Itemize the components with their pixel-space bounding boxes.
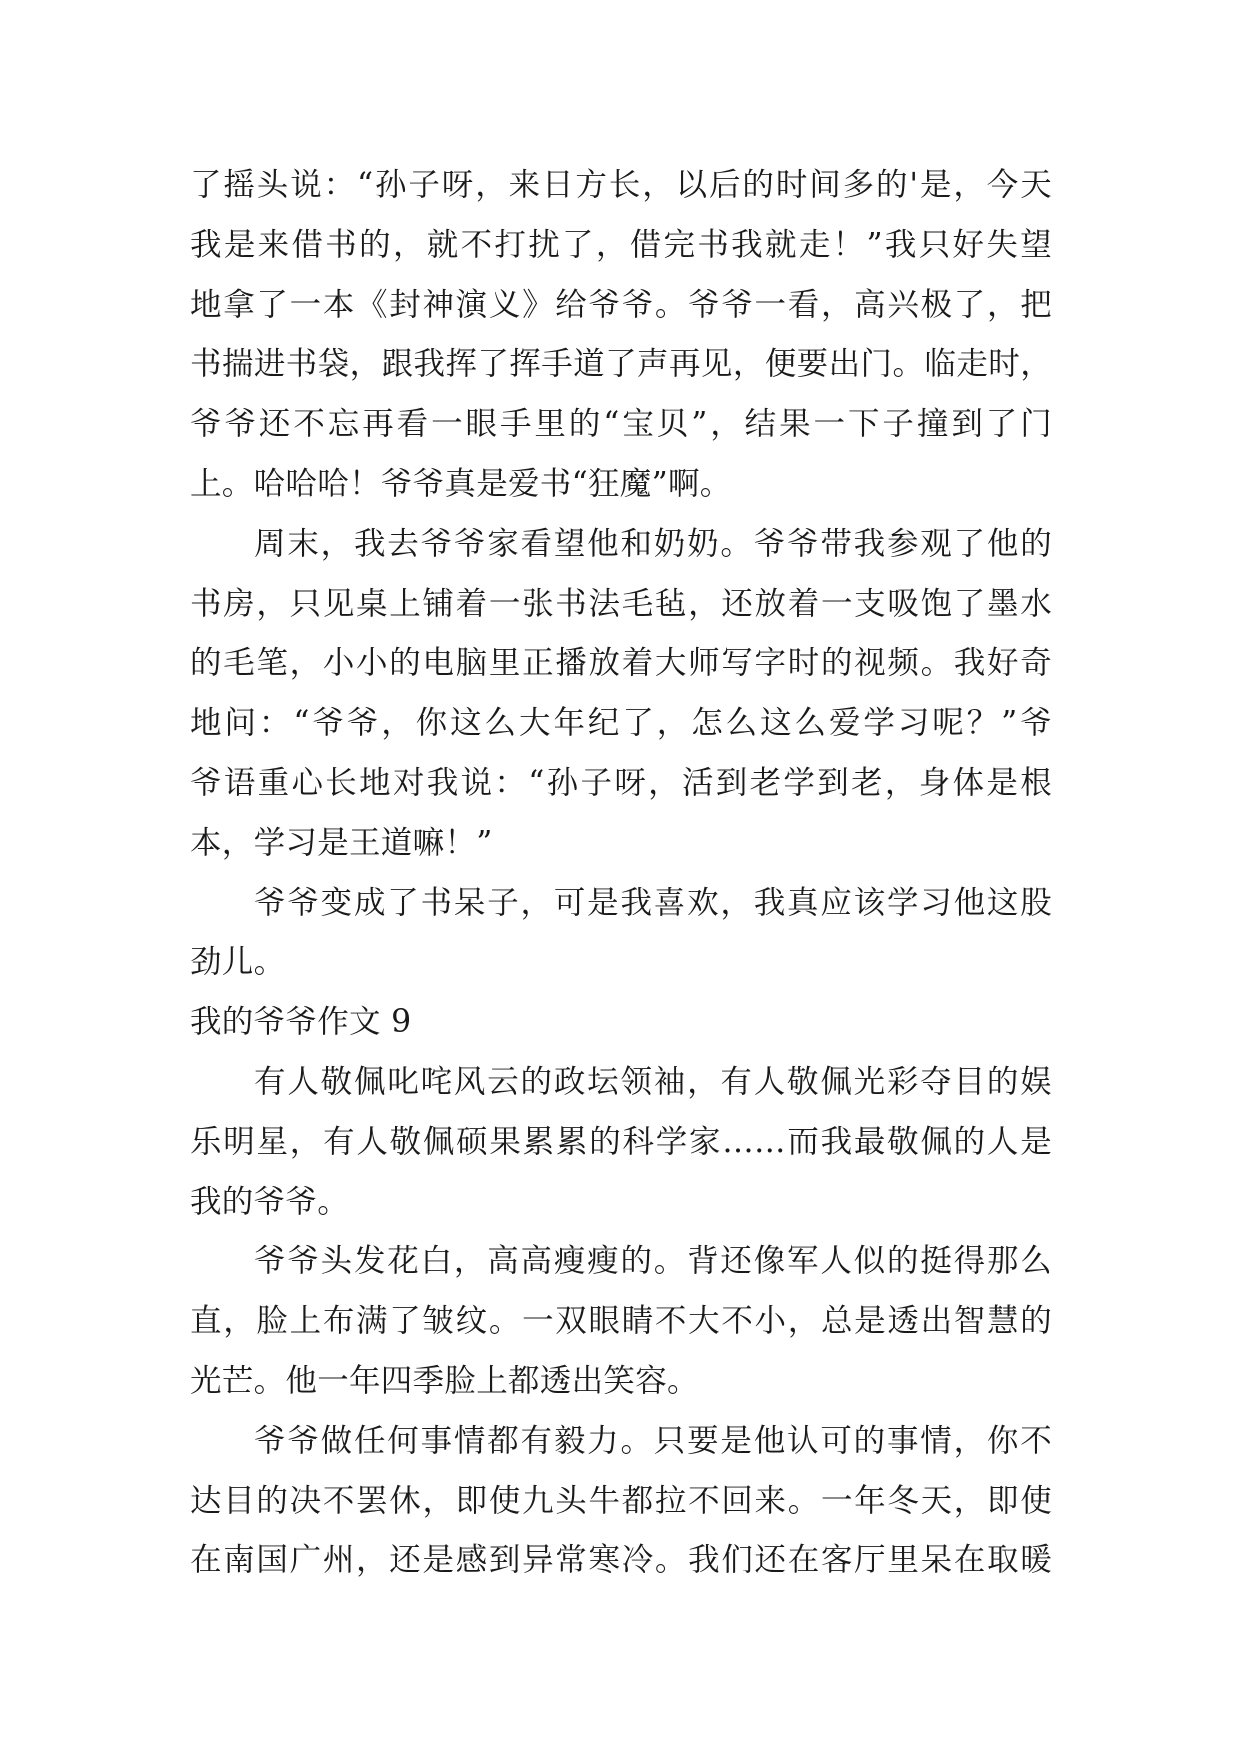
text-line: 劲儿。 — [190, 944, 286, 981]
text-line: 地问：“爷爷，你这么大年纪了，怎么这么爱学习呢？”爷 — [190, 705, 1052, 742]
essay-body — [190, 156, 1052, 1591]
text-line: 直，脸上布满了皱纹。一双眼睛不大不小，总是透出智慧的 — [190, 1303, 1052, 1340]
paragraph-first-line: 爷爷做任何事情都有毅力。只要是他认可的事情，你不 — [254, 1422, 1052, 1459]
text-line: 在南国广州，还是感到异常寒冷。我们还在客厅里呆在取暖 — [190, 1542, 1052, 1579]
text-line: 爷爷还不忘再看一眼手里的“宝贝”，结果一下子撞到了门 — [190, 406, 1052, 443]
text-line: 达目的决不罢休，即使九头牛都拉不回来。一年冬天，即使 — [190, 1482, 1052, 1519]
text-line: 本，学习是王道嘛！” — [190, 824, 493, 861]
text-line: 我的爷爷。 — [190, 1183, 350, 1220]
text-line: 我是来借书的，就不打扰了，借完书我就走！”我只好失望 — [190, 226, 1052, 263]
paragraph-first-line: 周末，我去爷爷家看望他和奶奶。爷爷带我参观了他的 — [254, 525, 1052, 562]
text-line: 书房，只见桌上铺着一张书法毛毡，还放着一支吸饱了墨水 — [190, 585, 1052, 622]
text-line: 乐明星，有人敬佩硕果累累的科学家……而我最敬佩的人是 — [190, 1123, 1052, 1160]
section-heading: 我的爷爷作文 9 — [190, 1004, 412, 1041]
text-line: 爷语重心长地对我说：“孙子呀，活到老学到老，身体是根 — [190, 764, 1052, 801]
text-line: 地拿了一本《封神演义》给爷爷。爷爷一看，高兴极了，把 — [190, 286, 1052, 323]
paragraph-first-line: 爷爷头发花白，高高瘦瘦的。背还像军人似的挺得那么 — [254, 1243, 1052, 1280]
text-line: 的毛笔，小小的电脑里正播放着大师写字时的视频。我好奇 — [190, 645, 1052, 682]
text-line: 上。哈哈哈！爷爷真是爱书“狂魔”啊。 — [190, 465, 732, 502]
text-line: 光芒。他一年四季脸上都透出笑容。 — [190, 1362, 699, 1399]
paragraph-first-line: 爷爷变成了书呆子，可是我喜欢，我真应该学习他这股 — [254, 884, 1052, 921]
text-line: 书揣进书袋，跟我挥了挥手道了声再见，便要出门。临走时， — [190, 346, 1052, 383]
paragraph-first-line: 有人敬佩叱咤风云的政坛领袖，有人敬佩光彩夺目的娱 — [254, 1063, 1052, 1100]
text-line: 了摇头说：“孙子呀，来日方长，以后的时间多的'是，今天 — [190, 167, 1052, 203]
